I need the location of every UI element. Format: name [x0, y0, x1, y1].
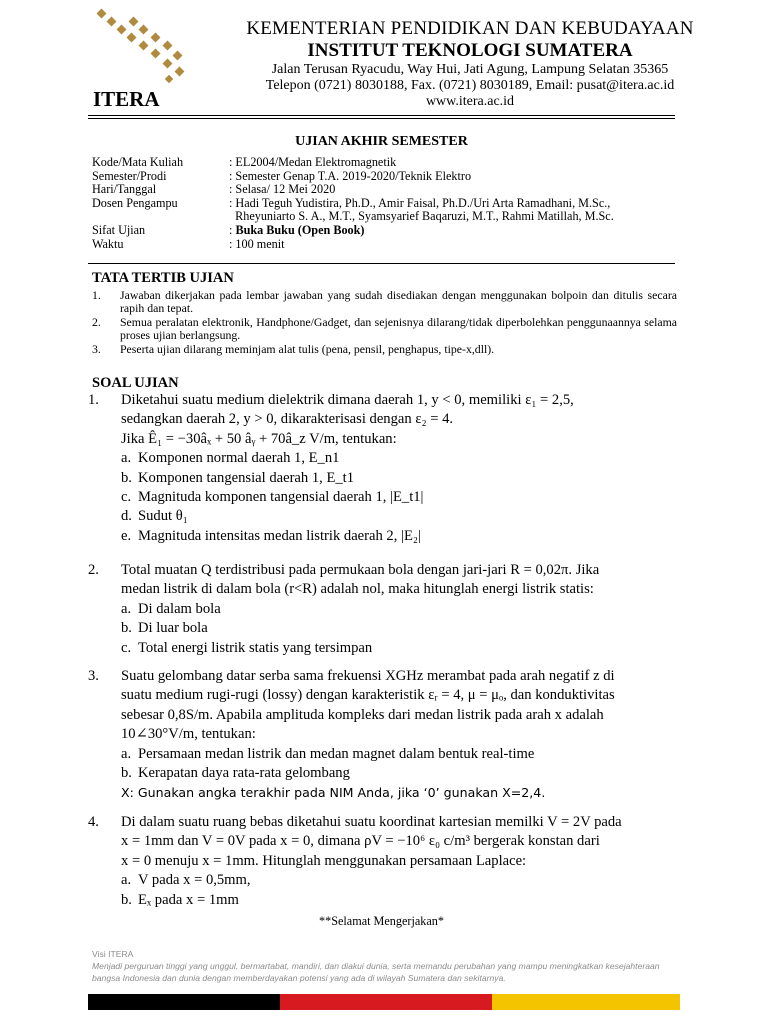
- q1-item: b. Komponen tangensial daerah 1, E_t1: [121, 469, 355, 486]
- letterhead: [200, 18, 740, 110]
- info-row: Semester/Prodi : Semester Genap T.A. 2019-2020/Teknik Elektro: [92, 168, 472, 183]
- address: Jalan Terusan Ryacudu, Way Hui, Jati Agung, Lampung Selatan 35365: [271, 62, 669, 77]
- info-row: Waktu : 100 menit: [92, 236, 285, 251]
- q2-line1: Total muatan Q terdistribusi pada permukaan bola dengan jari-jari R = 0,02π. Jika: [121, 562, 600, 578]
- info-divider: [88, 263, 675, 264]
- q4-line1: Di dalam suatu ruang bebas diketahui suatu koordinat kartesian memilki V = 2V pada: [121, 814, 622, 830]
- header-divider-thin: [88, 118, 675, 119]
- q3-item: a. Persamaan medan listrik dan medan magnet dalam bentuk real-time: [121, 745, 535, 762]
- info-row: Rheyuniarto S. A., M.T., Syamsyarief Baqaruzi, M.T., Rahmi Matillah, M.Sc.: [229, 209, 614, 224]
- info-row: Hari/Tanggal : Selasa/ 12 Mei 2020: [92, 182, 336, 197]
- ministry-name: KEMENTERIAN PENDIDIKAN DAN KEBUDAYAAN: [246, 18, 694, 39]
- info-row: Sifat Ujian : Buka Buku (Open Book): [92, 222, 365, 237]
- logo-text: ITERA: [93, 87, 160, 108]
- vision-text: Menjadi perguruan tinggi yang unggul, bermartabat, mandiri, dan diakui dunia, serta memandu perubahan yang mampu meningkatkan kesejahteraan bangsa Indonesia dan dunia dengan memberdayakan potensi yang ada di wilayah Sumatera dan sekitarnya.: [92, 961, 660, 983]
- rules-list: [92, 289, 677, 356]
- question-3: 3. Suatu gelombang datar serba sama frekuensi XGHz merambat pada arah negatif z di suatu medium rugi-rugi (lossy) dengan karakteristik εᵣ = 4, μ = μₒ, dan konduktivitas sebesar 0,8S/m. Apabila amplituda kompleks dari medan listrik pada arah x adalah 10∠30°V/m, tentukan: a. Persamaan medan listrik dan medan magnet dalam bentuk real-time b. Kerapatan daya rata-rata gelombang X: Gunakan angka terakhir pada NIM Anda, jika ‘0’ gunakan X=2,4.: [88, 667, 676, 803]
- exam-title: UJIAN AKHIR SEMESTER: [295, 134, 468, 149]
- institute-name: INSTITUT TEKNOLOGI SUMATERA: [307, 40, 633, 61]
- contact: Telepon (0721) 8030188, Fax. (0721) 8030189, Email: pusat@itera.ac.id: [265, 78, 675, 93]
- q1-item: d. Sudut θ₁: [121, 508, 188, 525]
- q1-item: a. Komponen normal daerah 1, E_n1: [121, 450, 340, 467]
- q3-line4: 10∠30°V/m, tentukan:: [121, 726, 256, 743]
- closing-text: **Selamat Mengerjakan*: [319, 914, 444, 928]
- q3-line3: sebesar 0,8S/m. Apabila amplituda kompleks dari medan listrik pada arah x adalah: [121, 706, 604, 723]
- q3-item: b. Kerapatan daya rata-rata gelombang: [121, 765, 350, 782]
- q3-line2: suatu medium rugi-rugi (lossy) dengan karakteristik εᵣ = 4, μ = μₒ, dan konduktivitas: [121, 687, 615, 704]
- footer-color-bar: [88, 994, 680, 1010]
- q4-line2: x = 1mm dan V = 0V pada x = 0, dimana ρV = −10⁶ ε₀ c/m³ bergerak konstan dari: [121, 833, 600, 850]
- q1-line2: sedangkan daerah 2, y > 0, dikarakterisasi dengan ε₂ = 4.: [121, 411, 454, 428]
- questions-title: SOAL UJIAN: [92, 375, 179, 391]
- q2-line2: medan listrik di dalam bola (r<R) adalah nol, maka hitunglah energi listrik statis:: [121, 581, 594, 598]
- rule-item: 3. Peserta ujian dilarang meminjam alat tulis (pena, pensil, penghapus, tipe-x,dll).: [92, 341, 495, 356]
- q1-line3: Jika Ê₁ = −30âₓ + 50 âᵧ + 70â_z V/m, tentukan:: [121, 430, 397, 447]
- vision-title: Visi ITERA: [92, 949, 134, 959]
- rules-title: TATA TERTIB UJIAN: [92, 270, 234, 286]
- info-row: Kode/Mata Kuliah : EL2004/Medan Elektromagnetik: [92, 155, 397, 169]
- q4-item: a. V pada x = 0,5mm,: [121, 872, 251, 889]
- q3-line1: Suatu gelombang datar serba sama frekuensi XGHz merambat pada arah negatif z di: [121, 668, 615, 684]
- website: www.itera.ac.id: [425, 94, 515, 109]
- q1-line1: Diketahui suatu medium dielektrik dimana daerah 1, y < 0, memiliki ε₁ = 2,5,: [121, 392, 574, 408]
- q2-item: a. Di dalam bola: [121, 600, 221, 617]
- q1-item: c. Magnituda komponen tangensial daerah 1, |E_t1|: [121, 489, 424, 506]
- header-divider: [88, 115, 675, 116]
- q4-item: b. Eₓ pada x = 1mm: [121, 891, 239, 908]
- question-1: 1. Diketahui suatu medium dielektrik dimana daerah 1, y < 0, memiliki ε₁ = 2,5, sedangkan daerah 2, y > 0, dikarakterisasi dengan ε₂ = 4. Jika Ê₁ = −30âₓ + 50 âᵧ + 70â_z V/m, tentukan: a. Komponen normal daerah 1, E_n1 b. Komponen tangensial daerah 1, E_t1 c. Magnituda komponen tangensial daerah 1, |E_t1| d. Sudut θ₁ e. Magnituda intensitas medan listrik daerah 2, |E₂|: [88, 391, 676, 546]
- info-row: Dosen Pengampu : Hadi Teguh Yudistira, Ph.D., Amir Faisal, Ph.D./Uri Arta Ramadhani, M.Sc.,: [92, 195, 611, 210]
- question-4: 4. Di dalam suatu ruang bebas diketahui suatu koordinat kartesian memilki V = 2V pada x = 1mm dan V = 0V pada x = 0, dimana ρV = −10⁶ ε₀ c/m³ bergerak konstan dari x = 0 menuju x = 1mm. Hitunglah menggunakan persamaan Laplace: a. V pada x = 0,5mm, b. Eₓ pada x = 1mm: [88, 813, 676, 910]
- q1-item: e. Magnituda intensitas medan listrik daerah 2, |E₂|: [121, 527, 421, 544]
- rule-item: 2. Semua peralatan elektronik, Handphone/Gadget, dan sejenisnya dilarang/tidak diperbolehkan penggunaannya selama proses ujian berlangsung.: [92, 314, 677, 343]
- logo-mark-icon: [97, 9, 185, 84]
- q2-item: c. Total energi listrik statis yang tersimpan: [121, 639, 373, 656]
- question-2: 2. Total muatan Q terdistribusi pada permukaan bola dengan jari-jari R = 0,02π. Jika medan listrik di dalam bola (r<R) adalah nol, maka hitunglah energi listrik statis: a. Di dalam bola b. Di luar bola c. Total energi listrik statis yang tersimpan: [88, 561, 676, 658]
- rule-item: 1. Jawaban dikerjakan pada lembar jawaban yang sudah disediakan dengan menggunakan bolpoin dan ditulis secara rapih dan tepat.: [92, 288, 677, 316]
- q4-line3: x = 0 menuju x = 1mm. Hitunglah menggunakan persamaan Laplace:: [121, 852, 527, 869]
- itera-logo: [90, 8, 190, 108]
- exam-info: [92, 156, 669, 251]
- vision-statement: [92, 948, 682, 984]
- q2-item: b. Di luar bola: [121, 620, 208, 637]
- q3-note: X: Gunakan angka terakhir pada NIM Anda, jika ‘0’ gunakan X=2,4.: [121, 785, 546, 801]
